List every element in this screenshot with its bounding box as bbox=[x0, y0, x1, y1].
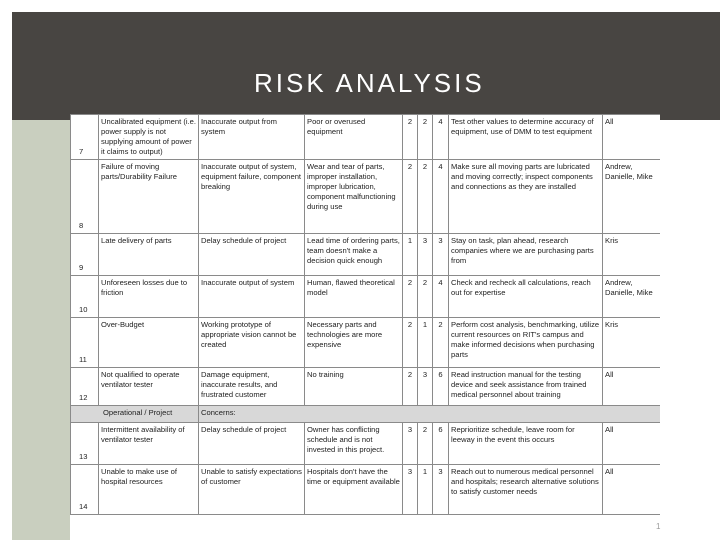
probability-cell: 2 bbox=[418, 276, 433, 318]
risk-table-container bbox=[70, 114, 660, 540]
owner-cell: Andrew, Danielle, Mike bbox=[603, 276, 661, 318]
severity-cell: 2 bbox=[403, 115, 418, 160]
probability-cell: 2 bbox=[418, 115, 433, 160]
risk-cell: Unforeseen losses due to friction bbox=[99, 276, 199, 318]
effect-cell: Unable to satisfy expectations of customer bbox=[199, 465, 305, 515]
table-row bbox=[71, 276, 661, 318]
risk-cell: Failure of moving parts/Durability Failure bbox=[99, 160, 199, 234]
owner-cell: All bbox=[603, 423, 661, 465]
cause-cell: Poor or overused equipment bbox=[305, 115, 403, 160]
effect-cell: Delay schedule of project bbox=[199, 423, 305, 465]
probability-cell: 2 bbox=[418, 160, 433, 234]
effect-cell: Inaccurate output of system, equipment failure, component breaking bbox=[199, 160, 305, 234]
risk-cell: Intermittent availability of ventilator tester bbox=[99, 423, 199, 465]
effect-cell: Delay schedule of project bbox=[199, 234, 305, 276]
row-id-cell: 11 bbox=[71, 318, 99, 368]
probability-cell: 3 bbox=[418, 234, 433, 276]
severity-cell: 2 bbox=[403, 160, 418, 234]
risk-cell: Unable to make use of hospital resources bbox=[99, 465, 199, 515]
owner-cell: All bbox=[603, 115, 661, 160]
probability-cell: 3 bbox=[418, 368, 433, 406]
severity-cell: 1 bbox=[403, 234, 418, 276]
rating-cell: 6 bbox=[433, 423, 449, 465]
rating-cell: 3 bbox=[433, 465, 449, 515]
row-id-cell: 8 bbox=[71, 160, 99, 234]
table-row bbox=[71, 234, 661, 276]
slide-title: RISK ANALYSIS bbox=[254, 68, 485, 98]
mitigation-cell: Check and recheck all calculations, reach out for expertise bbox=[449, 276, 603, 318]
effect-cell: Damage equipment, inaccurate results, and frustrated customer bbox=[199, 368, 305, 406]
section-sublabel: Concerns: bbox=[199, 406, 661, 423]
cause-cell: No training bbox=[305, 368, 403, 406]
severity-cell: 3 bbox=[403, 465, 418, 515]
table-row bbox=[71, 160, 661, 234]
risk-cell: Not qualified to operate ventilator tester bbox=[99, 368, 199, 406]
table-row bbox=[71, 423, 661, 465]
mitigation-cell: Stay on task, plan ahead, research companies where we are purchasing parts from bbox=[449, 234, 603, 276]
row-id-cell: 9 bbox=[71, 234, 99, 276]
cause-cell: Wear and tear of parts, improper installation, improper lubrication, component malfunctioning during use bbox=[305, 160, 403, 234]
rating-cell: 4 bbox=[433, 115, 449, 160]
cause-cell: Lead time of ordering parts, team doesn't make a decision quick enough bbox=[305, 234, 403, 276]
row-id-cell: 7 bbox=[71, 115, 99, 160]
mitigation-cell: Reach out to numerous medical personnel and hospitals; research alternative solutions to satisfy customer needs bbox=[449, 465, 603, 515]
section-row bbox=[71, 406, 661, 423]
severity-cell: 3 bbox=[403, 423, 418, 465]
table-row bbox=[71, 115, 661, 160]
severity-cell: 2 bbox=[403, 368, 418, 406]
side-band bbox=[12, 120, 70, 540]
page-number: 1 bbox=[656, 522, 661, 531]
effect-cell: Working prototype of appropriate vision cannot be created bbox=[199, 318, 305, 368]
row-id-cell: 14 bbox=[71, 465, 99, 515]
owner-cell: Kris bbox=[603, 318, 661, 368]
cause-cell: Human, flawed theoretical model bbox=[305, 276, 403, 318]
table-row bbox=[71, 318, 661, 368]
mitigation-cell: Reprioritize schedule, leave room for leeway in the event this occurs bbox=[449, 423, 603, 465]
risk-cell: Late delivery of parts bbox=[99, 234, 199, 276]
owner-cell: Andrew, Danielle, Mike bbox=[603, 160, 661, 234]
mitigation-cell: Make sure all moving parts are lubricated and moving correctly; inspect components and connections as they are installed bbox=[449, 160, 603, 234]
risk-cell: Uncalibrated equipment (i.e. power supply is not supplying amount of power it claims to output) bbox=[99, 115, 199, 160]
risk-table bbox=[70, 114, 660, 515]
cause-cell: Necessary parts and technologies are more expensive bbox=[305, 318, 403, 368]
cause-cell: Owner has conflicting schedule and is not invested in this project. bbox=[305, 423, 403, 465]
row-id-cell: 12 bbox=[71, 368, 99, 406]
mitigation-cell: Read instruction manual for the testing device and seek assistance from trained medical personnel about training bbox=[449, 368, 603, 406]
rating-cell: 4 bbox=[433, 160, 449, 234]
probability-cell: 1 bbox=[418, 318, 433, 368]
rating-cell: 6 bbox=[433, 368, 449, 406]
owner-cell: All bbox=[603, 368, 661, 406]
row-id-cell: 10 bbox=[71, 276, 99, 318]
owner-cell: Kris bbox=[603, 234, 661, 276]
title-bar bbox=[12, 12, 720, 120]
cause-cell: Hospitals don't have the time or equipment available bbox=[305, 465, 403, 515]
section-label: Operational / Project bbox=[71, 406, 199, 423]
table-row bbox=[71, 368, 661, 406]
risk-cell: Over-Budget bbox=[99, 318, 199, 368]
probability-cell: 2 bbox=[418, 423, 433, 465]
mitigation-cell: Test other values to determine accuracy of equipment, use of DMM to test equipment bbox=[449, 115, 603, 160]
severity-cell: 2 bbox=[403, 276, 418, 318]
effect-cell: Inaccurate output from system bbox=[199, 115, 305, 160]
probability-cell: 1 bbox=[418, 465, 433, 515]
rating-cell: 4 bbox=[433, 276, 449, 318]
row-id-cell: 13 bbox=[71, 423, 99, 465]
effect-cell: Inaccurate output of system bbox=[199, 276, 305, 318]
owner-cell: All bbox=[603, 465, 661, 515]
mitigation-cell: Perform cost analysis, benchmarking, utilize current resources on RIT's campus and make informed decisions when purchasing parts bbox=[449, 318, 603, 368]
rating-cell: 2 bbox=[433, 318, 449, 368]
table-row bbox=[71, 465, 661, 515]
severity-cell: 2 bbox=[403, 318, 418, 368]
rating-cell: 3 bbox=[433, 234, 449, 276]
